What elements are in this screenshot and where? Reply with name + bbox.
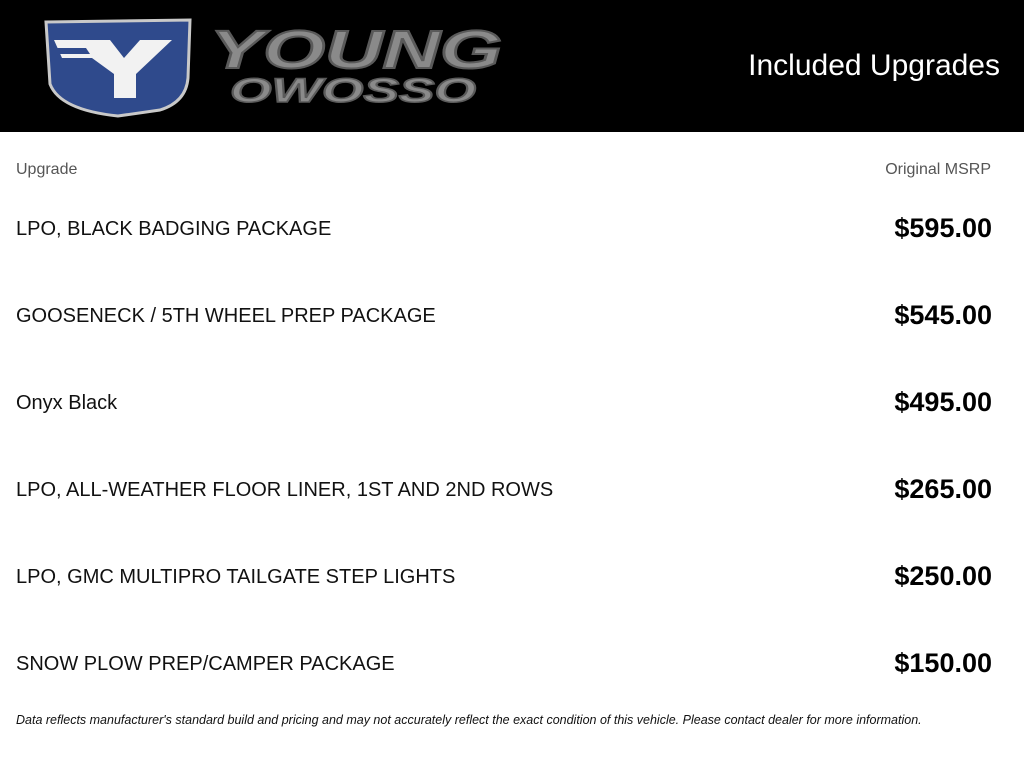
table-row (0, 382, 1024, 422)
table-row (0, 643, 1024, 683)
brand-wordmark-owosso: OWOSSO (230, 72, 476, 110)
upgrade-price: $595.00 (894, 213, 992, 243)
page-title: Included Upgrades (748, 49, 1000, 82)
upgrade-price: $545.00 (894, 300, 992, 330)
upgrade-name: GOOSENECK / 5TH WHEEL PREP PACKAGE (16, 305, 436, 327)
upgrade-name: LPO, ALL-WEATHER FLOOR LINER, 1ST AND 2ND ROWS (16, 479, 554, 501)
upgrade-name: Onyx Black (16, 392, 118, 414)
upgrade-price: $495.00 (894, 387, 992, 417)
upgrade-price: $265.00 (894, 474, 992, 504)
upgrade-price: $250.00 (894, 561, 992, 591)
table-row (0, 295, 1024, 335)
upgrade-name: LPO, BLACK BADGING PACKAGE (16, 218, 332, 240)
table-row (0, 556, 1024, 596)
upgrade-name: LPO, GMC MULTIPRO TAILGATE STEP LIGHTS (16, 566, 456, 588)
dealer-logo (40, 18, 510, 118)
upgrade-price: $150.00 (894, 648, 992, 678)
brand-wordmark-young: YOUNG (210, 20, 502, 80)
column-header-upgrade: Upgrade (16, 161, 78, 178)
header-bar (0, 0, 1024, 132)
disclaimer-text: Data reflects manufacturer's standard build and pricing and may not accurately reflect the exact condition of this vehicle. Please contact dealer for more information. (16, 713, 922, 727)
column-header-msrp: Original MSRP (885, 161, 991, 178)
table-row (0, 469, 1024, 509)
winged-y-shield-icon (46, 20, 190, 116)
upgrade-name: SNOW PLOW PREP/CAMPER PACKAGE (16, 653, 395, 675)
table-row (0, 208, 1024, 248)
